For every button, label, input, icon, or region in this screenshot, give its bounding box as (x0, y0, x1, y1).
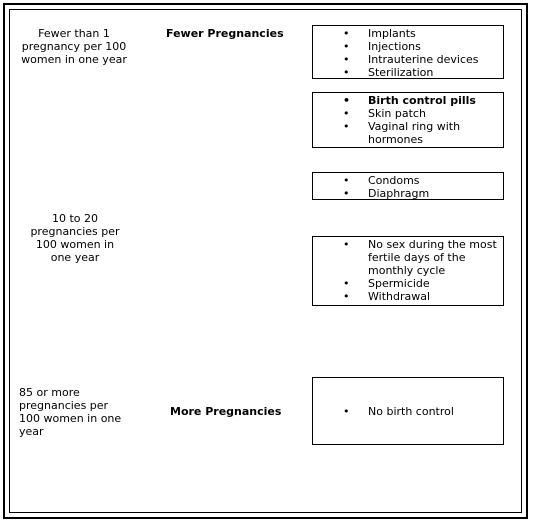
list-item: • Skin patch (313, 107, 503, 120)
list-item: • Sterilization (313, 66, 503, 79)
method-box-less-effective (312, 236, 504, 306)
list-item: • Diaphragm (313, 187, 503, 200)
list-item: • Spermicide (313, 277, 503, 290)
list-item: • No birth control (313, 405, 503, 418)
list-item: • Injections (313, 40, 503, 53)
middle-effectiveness-label: 10 to 20 pregnancies per 100 women in one year (30, 212, 120, 264)
list-item: • Condoms (313, 174, 503, 187)
fewer-pregnancies-heading: Fewer Pregnancies (166, 27, 284, 40)
top-effectiveness-label: Fewer than 1 pregnancy per 100 women in one year (21, 27, 127, 66)
list-item: • Withdrawal (313, 290, 503, 303)
more-pregnancies-heading: More Pregnancies (170, 405, 282, 418)
method-box-most-effective (312, 25, 504, 79)
bottom-effectiveness-label: 85 or more pregnancies per 100 women in one year (19, 386, 122, 438)
method-box-hormonal (312, 92, 504, 148)
method-box-none (312, 377, 504, 445)
list-item: • Vaginal ring with hormones (313, 120, 503, 146)
list-item: • Implants (313, 27, 503, 40)
list-item: • No sex during the most fertile days of the monthly cycle (313, 238, 503, 277)
method-box-barrier (312, 172, 504, 200)
list-item: • Intrauterine devices (313, 53, 503, 66)
list-item: • Birth control pills (313, 94, 503, 107)
